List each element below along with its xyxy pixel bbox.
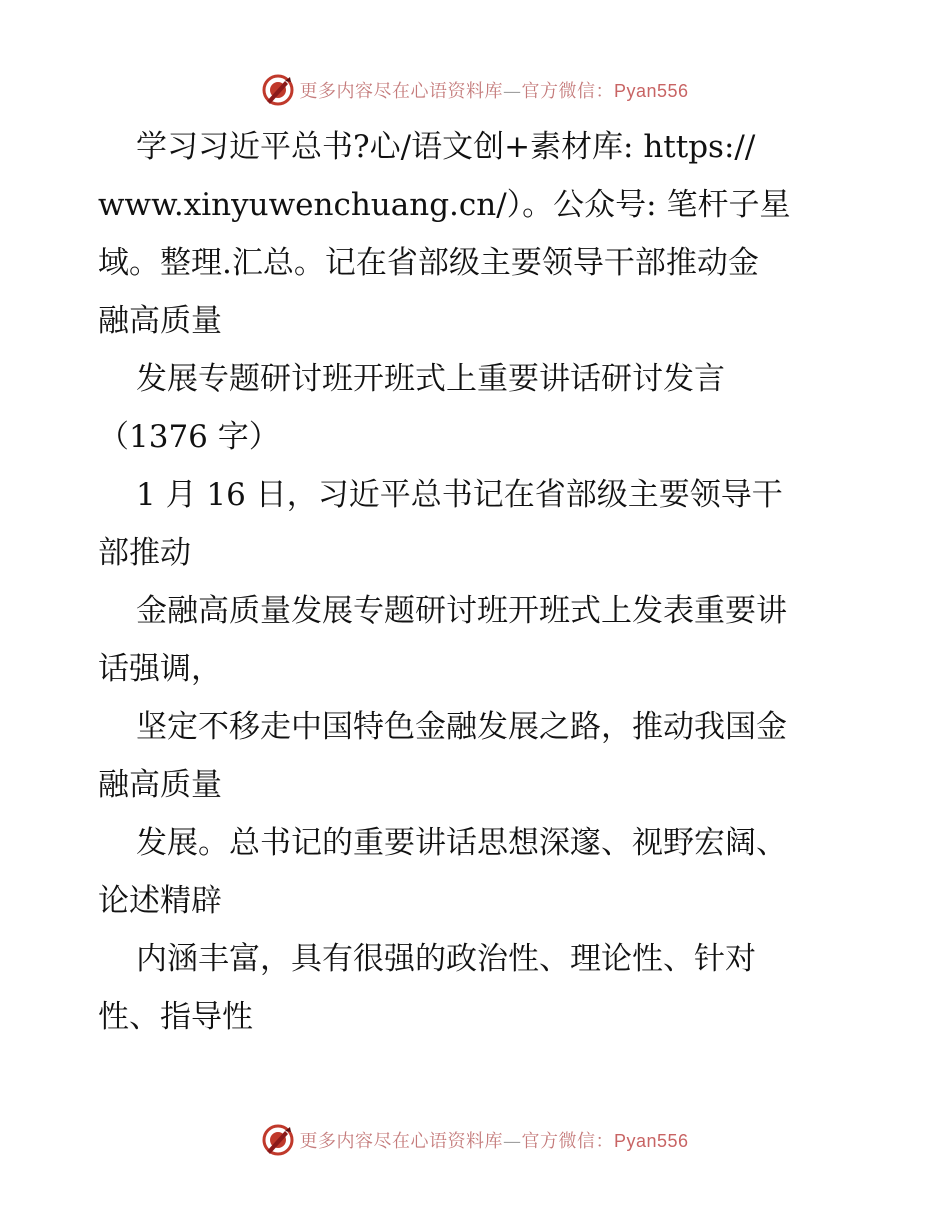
banner-text [299, 77, 688, 103]
text-line: 性、指导性 [98, 999, 253, 1035]
banner-main-text: 更多内容尽在心语资料库 [299, 1131, 503, 1152]
text-line: 内涵丰富，具有很强的政治性、理论性、针对 [136, 941, 756, 977]
text-line: 发展。总书记的重要讲话思想深邃、视野宏阔、 [136, 825, 787, 861]
pen-logo-icon [261, 1123, 295, 1157]
text-line: 金融高质量发展专题研讨班开班式上发表重要讲 [136, 593, 787, 629]
footer-banner [0, 1120, 950, 1160]
text-line: 融高质量 [98, 303, 222, 339]
banner-separator: — [502, 81, 522, 102]
banner-wechat-id: Pyan556 [613, 81, 689, 101]
text-line: 坚定不移走中国特色金融发展之路，推动我国金 [136, 709, 787, 745]
banner-separator: — [502, 1131, 522, 1152]
text-line: 发展专题研讨班开班式上重要讲话研讨发言 [136, 361, 725, 397]
banner-text [299, 1127, 688, 1153]
banner-suffix-text: 官方微信： [521, 1131, 614, 1152]
text-line: 话强调， [98, 651, 222, 687]
text-line: 论述精辟 [98, 883, 222, 919]
text-line: （1376 字） [98, 419, 280, 455]
text-line: www.xinyuwenchuang.cn/）。公众号: 笔杆子星 [98, 187, 791, 223]
banner-suffix-text: 官方微信： [521, 81, 614, 102]
banner-wechat-id: Pyan556 [613, 1131, 689, 1151]
text-line: 部推动 [98, 535, 191, 571]
text-line: 域。整理.汇总。记在省部级主要领导干部推动金 [98, 245, 759, 281]
text-line: 融高质量 [98, 767, 222, 803]
text-line: 学习习近平总书?心/语文创+素材库: https:// [136, 129, 756, 165]
header-banner [0, 70, 950, 110]
document-body [98, 118, 858, 1046]
banner-main-text: 更多内容尽在心语资料库 [299, 81, 503, 102]
pen-logo-icon [261, 73, 295, 107]
text-line: 1 月 16 日，习近平总书记在省部级主要领导干 [136, 477, 783, 513]
